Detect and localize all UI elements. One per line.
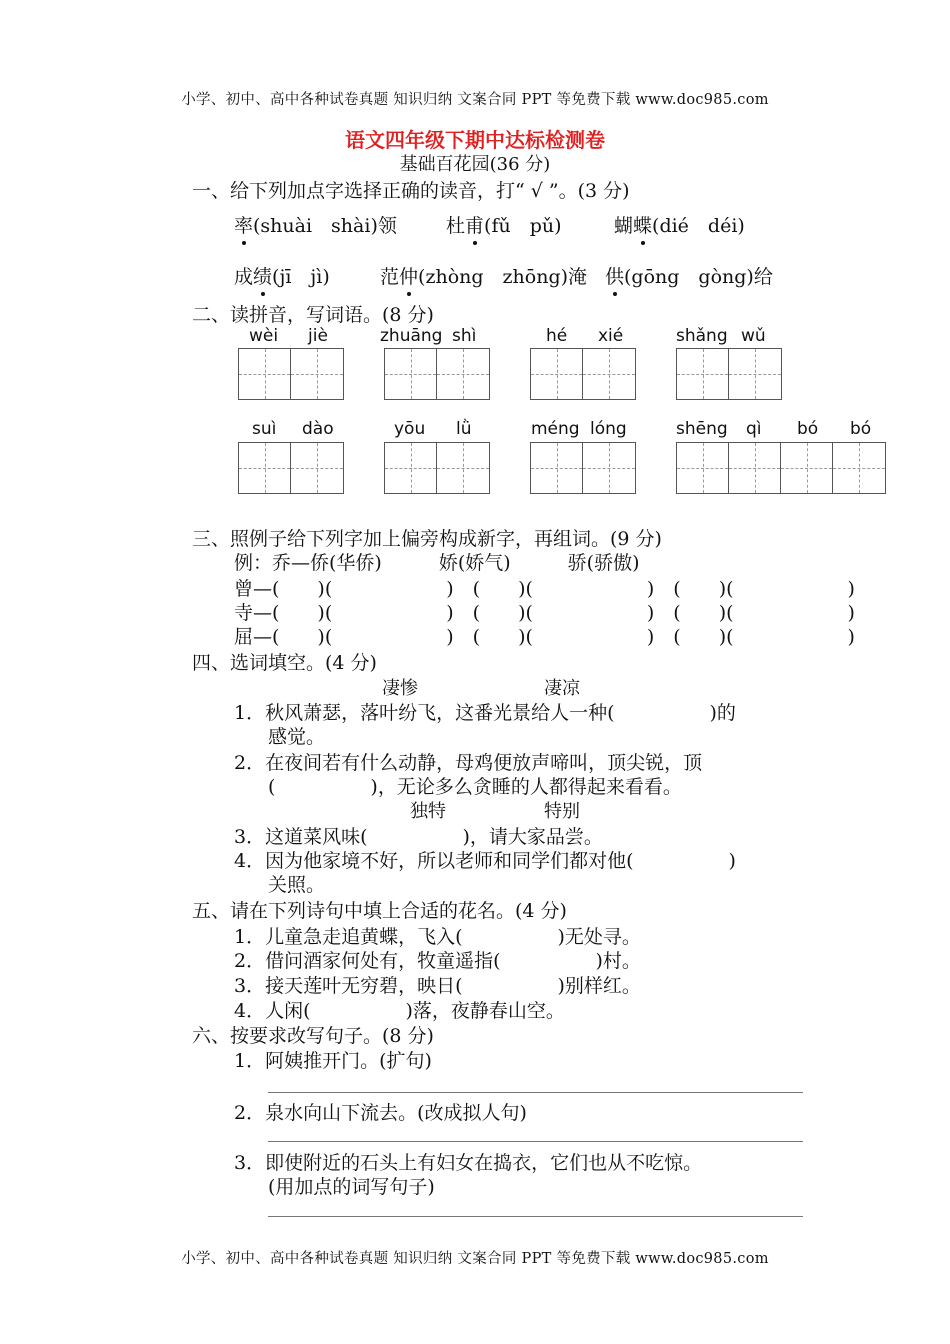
pinyin: méng: [531, 419, 580, 439]
dotted-char: 蝶: [633, 211, 652, 238]
answer-line[interactable]: [268, 1092, 803, 1093]
dotted-char: 甫: [465, 211, 484, 238]
pinyin: xié: [598, 326, 624, 346]
pinyin: suì: [252, 419, 277, 439]
exam-title: 语文四年级下期中达标检测卷: [345, 128, 605, 152]
dotted-char: 率: [234, 211, 253, 238]
page-header: 小学、初中、高中各种试卷真题 知识归纳 文案合同 PPT 等免费下载 www.doc985.com: [181, 92, 769, 108]
writing-grid[interactable]: [676, 442, 886, 494]
pinyin: qì: [746, 419, 762, 439]
pron-item: 杜甫(fǔ pǔ): [446, 211, 562, 238]
pinyin: shēng: [676, 419, 728, 439]
question-text: 1．阿姨推开门。(扩句): [234, 1050, 432, 1072]
pron-item: 范仲(zhòng zhōng)淹: [380, 262, 587, 289]
pinyin: yōu: [394, 419, 426, 439]
dotted-char: 绩: [253, 262, 272, 289]
section-1-heading: 一、给下列加点字选择正确的读音，打“ √ ”。(3 分): [192, 180, 630, 202]
pinyin: dào: [302, 419, 334, 439]
pinyin: jiè: [308, 326, 328, 346]
writing-grid[interactable]: [238, 442, 344, 494]
question-text: 2．在夜间若有什么动静，母鸡便放声啼叫，顶尖锐，顶: [234, 752, 703, 774]
dotted-char: 供: [605, 262, 624, 289]
writing-grid[interactable]: [238, 348, 344, 400]
question-text: 4．因为他家境不好，所以老师和同学们都对他( ): [234, 850, 736, 872]
answer-line[interactable]: [268, 1141, 803, 1142]
pron-item: 蝴蝶(dié déi): [614, 211, 745, 238]
question-text: ( )，无论多么贪睡的人都得起来看看。: [268, 776, 682, 798]
pron-item: 供(gōng gòng)给: [605, 262, 773, 289]
question-text: 3．即使附近的石头上有妇女在捣衣，它们也从不吃惊。: [234, 1152, 703, 1174]
pinyin: lǜ: [456, 419, 472, 439]
question-text: 2．泉水向山下流去。(改成拟人句): [234, 1102, 527, 1124]
section-4-heading: 四、选词填空。(4 分): [192, 652, 377, 674]
pinyin: bó: [850, 419, 872, 439]
dotted-char: 仲: [399, 262, 418, 289]
fill-row[interactable]: 曾—( )( ) ( )( ) ( )( ): [234, 578, 855, 600]
pinyin: shǎng: [676, 326, 728, 346]
pinyin: zhuāng: [380, 326, 443, 346]
section-3-heading: 三、照例子给下列字加上偏旁构成新字，再组词。(9 分): [192, 528, 662, 550]
exam-subtitle: 基础百花园(36 分): [399, 154, 551, 175]
pinyin: bó: [797, 419, 819, 439]
pinyin: shì: [452, 326, 477, 346]
fill-row[interactable]: 屈—( )( ) ( )( ) ( )( ): [234, 626, 855, 648]
pinyin: wǔ: [741, 326, 766, 346]
question-text: 3．这道菜风味( )，请大家品尝。: [234, 826, 603, 848]
writing-grid[interactable]: [530, 442, 636, 494]
section-6-heading: 六、按要求改写句子。(8 分): [192, 1025, 434, 1047]
question-text: 关照。: [268, 874, 326, 896]
example-line: 例：乔—侨(华侨) 娇(娇气) 骄(骄傲): [234, 552, 640, 574]
word-option: 凄凉: [544, 678, 580, 699]
word-option: 独特: [410, 801, 446, 822]
question-note: (用加点的词写句子): [268, 1176, 435, 1198]
poem-line: 2．借问酒家何处有，牧童遥指( )村。: [234, 950, 641, 972]
pron-item: 率(shuài shài)领: [234, 211, 397, 238]
fill-row[interactable]: 寺—( )( ) ( )( ) ( )( ): [234, 602, 855, 624]
pinyin: lóng: [590, 419, 627, 439]
word-option: 特别: [544, 801, 580, 822]
poem-line: 1．儿童急走追黄蝶，飞入( )无处寻。: [234, 926, 641, 948]
pron-item: 成绩(jī jì): [234, 262, 330, 289]
writing-grid[interactable]: [530, 348, 636, 400]
poem-line: 4．人闲( )落，夜静春山空。: [234, 1000, 565, 1022]
page-footer: 小学、初中、高中各种试卷真题 知识归纳 文案合同 PPT 等免费下载 www.doc985.com: [181, 1251, 769, 1267]
word-option: 凄惨: [382, 678, 418, 699]
answer-line[interactable]: [268, 1216, 803, 1217]
question-text: 感觉。: [268, 726, 326, 748]
poem-line: 3．接天莲叶无穷碧，映日( )别样红。: [234, 975, 641, 997]
section-2-heading: 二、读拼音，写词语。(8 分): [192, 304, 434, 326]
writing-grid[interactable]: [384, 348, 490, 400]
pinyin: wèi: [249, 326, 279, 346]
section-5-heading: 五、请在下列诗句中填上合适的花名。(4 分): [192, 900, 567, 922]
pinyin: hé: [546, 326, 568, 346]
question-text: 1．秋风萧瑟，落叶纷飞，这番光景给人一种( )的: [234, 702, 736, 724]
writing-grid[interactable]: [676, 348, 782, 400]
writing-grid[interactable]: [384, 442, 490, 494]
